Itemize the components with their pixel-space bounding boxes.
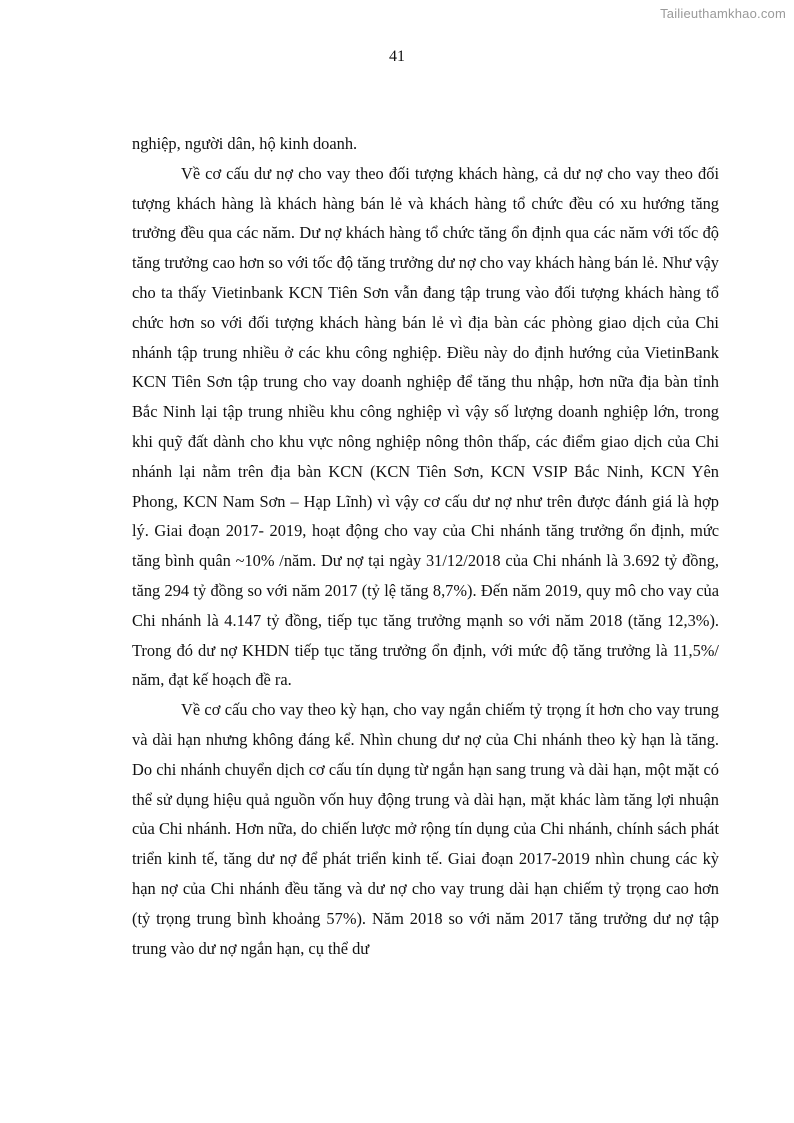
paragraph-term-structure: Về cơ cấu cho vay theo kỳ hạn, cho vay ngắn chiếm tỷ trọng ít hơn cho vay trung và dài hạn nhưng không đáng kể. Nhìn chung dư nợ của Chi nhánh theo kỳ hạn là tăng. Do chi nhánh chuyển dịch cơ cấu tín dụng từ ngắn hạn sang trung và dài hạn, một mặt có thể sử dụng hiệu quả nguồn vốn huy động trung và dài hạn, mặt khác làm tăng lợi nhuận của Chi nhánh. Hơn nữa, do chiến lược mở rộng tín dụng của Chi nhánh, chính sách phát triển kinh tế, tăng dư nợ để phát triển kinh tế. Giai đoạn 2017-2019 nhìn chung các kỳ hạn nợ của Chi nhánh đều tăng và dư nợ cho vay trung dài hạn chiếm tỷ trọng cao hơn (tỷ trọng trung bình khoảng 57%). Năm 2018 so với năm 2017 tăng trưởng dư nợ tập trung vào dư nợ ngắn hạn, cụ thể dư: [132, 700, 719, 958]
paragraph-customer-structure: Về cơ cấu dư nợ cho vay theo đối tượng khách hàng, cả dư nợ cho vay theo đối tượng khách hàng là khách hàng bán lẻ và khách hàng tổ chức đều có xu hướng tăng trưởng đều qua các năm. Dư nợ khách hàng tổ chức tăng ổn định qua các năm với tốc độ tăng trưởng cao hơn so với tốc độ tăng trưởng dư nợ cho vay khách hàng bán lẻ. Như vậy cho ta thấy Vietinbank KCN Tiên Sơn vẫn đang tập trung vào đối tượng khách hàng tổ chức hơn so với đối tượng khách hàng bán lẻ vì địa bàn các phòng giao dịch của Chi nhánh tập trung nhiều ở các khu công nghiệp. Điều này do định hướng của VietinBank KCN Tiên Sơn tập trung cho vay doanh nghiệp để tăng thu nhập, hơn nữa địa bàn tỉnh Bắc Ninh lại tập trung nhiều khu công nghiệp vì vậy số lượng doanh nghiệp lớn, trong khi quỹ đất dành cho khu vực nông nghiệp nông thôn thấp, các điểm giao dịch của Chi nhánh lại nằm trên địa bàn KCN (KCN Tiên Sơn, KCN VSIP Bắc Ninh, KCN Yên Phong, KCN Nam Sơn – Hạp Lĩnh) vì vậy cơ cấu dư nợ như trên được đánh giá là hợp lý. Giai đoạn 2017- 2019, hoạt động cho vay của Chi nhánh tăng trưởng ổn định, mức tăng bình quân ~10% /năm. Dư nợ tại ngày 31/12/2018 của Chi nhánh là 3.692 tỷ đồng, tăng 294 tỷ đồng so với năm 2017 (tỷ lệ tăng 8,7%). Đến năm 2019, quy mô cho vay của Chi nhánh là 4.147 tỷ đồng, tiếp tục tăng trưởng mạnh so với năm 2018 (tăng 12,3%). Trong đó dư nợ KHDN tiếp tục tăng trưởng ổn định, với mức độ tăng trưởng là 11,5%/ năm, đạt kế hoạch đề ra.: [132, 163, 719, 690]
page-number: 41: [389, 48, 405, 65]
document-body: [132, 129, 719, 963]
watermark: Tailieuthamkhao.com: [660, 6, 786, 21]
paragraph-continuation: nghiệp, người dân, hộ kinh doanh.: [132, 134, 358, 153]
